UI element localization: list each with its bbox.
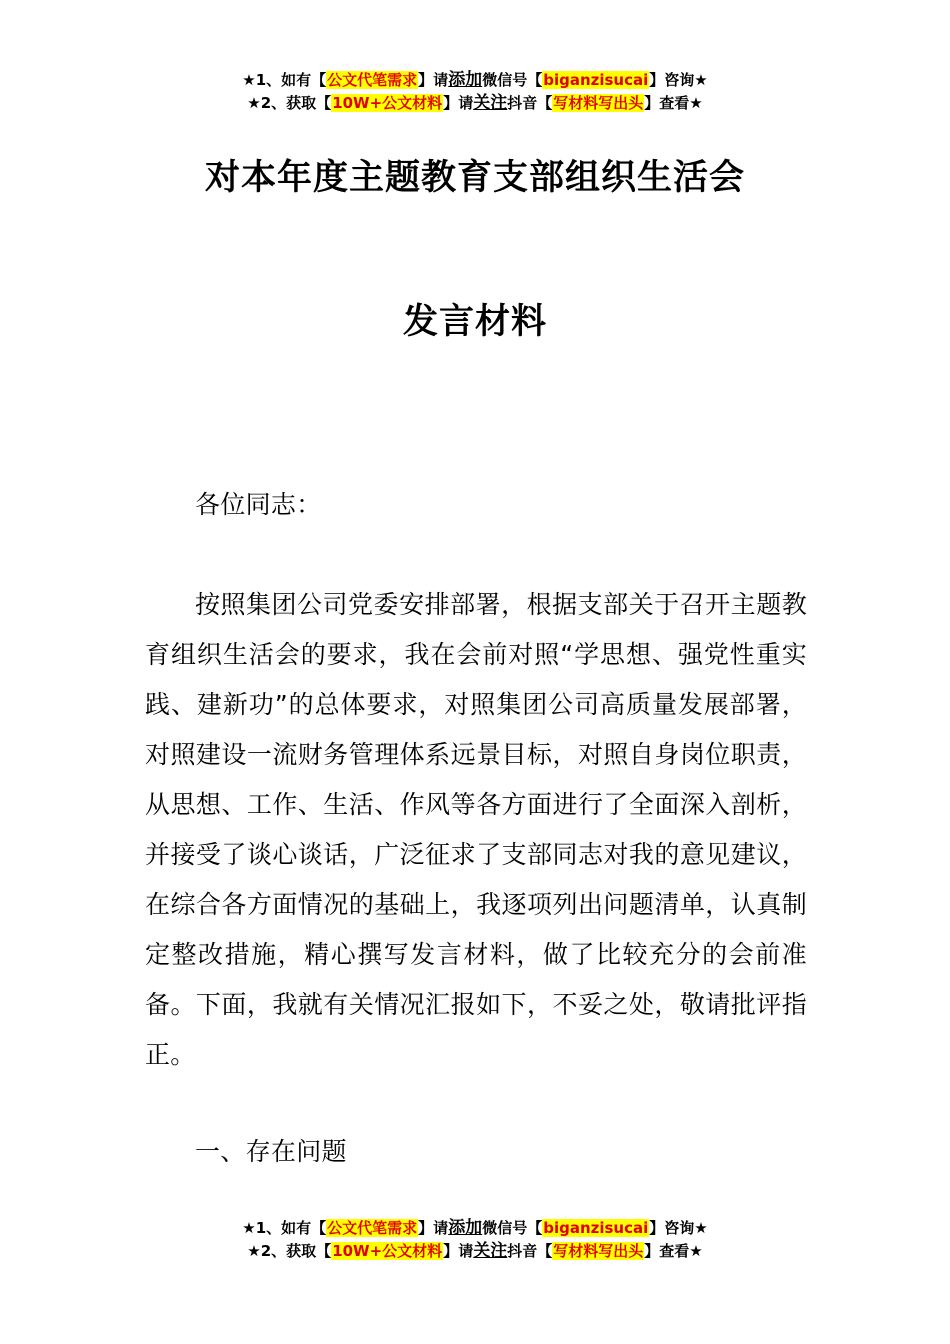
banner-text: 】请 bbox=[418, 71, 449, 89]
banner-highlight: 公文代笔需求 bbox=[327, 1219, 418, 1237]
banner-text: 抖音【 bbox=[507, 1242, 553, 1260]
greeting: 各位同志： bbox=[195, 490, 322, 519]
banner-text: 微信号【 bbox=[482, 1219, 543, 1237]
footer-banner bbox=[0, 1217, 950, 1263]
banner-emphasis: 添加 bbox=[448, 1218, 483, 1238]
banner-text: 】咨询★ bbox=[649, 71, 708, 89]
banner-text: 抖音【 bbox=[507, 94, 553, 112]
banner-emphasis: 关注 bbox=[473, 1241, 508, 1261]
banner-highlight: biganzisucai bbox=[543, 1219, 649, 1237]
banner-highlight: 写材料写出头 bbox=[553, 1242, 644, 1260]
banner-line-2 bbox=[0, 92, 950, 115]
banner-text: 】查看★ bbox=[644, 1242, 703, 1260]
banner-text: ★2、获取【 bbox=[247, 94, 332, 112]
banner-highlight: 10W+公文材料 bbox=[332, 94, 443, 112]
banner-highlight: 公文代笔需求 bbox=[327, 71, 418, 89]
body-paragraph: 按照集团公司党委安排部署，根据支部关于召开主题教育组织生活会的要求，我在会前对照“学思想、强党性重实践、建新功”的总体要求，对照集团公司高质量发展部署，对照建设一流财务管理体系远景目标，对照自身岗位职责，从思想、工作、生活、作风等各方面进行了全面深入剖析，并接受了谈心谈话，广泛征求了支部同志对我的意见建议，在综合各方面情况的基础上，我逐项列出问题清单，认真制定整改措施，精心撰写发言材料，做了比较充分的会前准备。下面，我就有关情况汇报如下，不妥之处，敬请批评指正。 bbox=[145, 590, 807, 1069]
banner-line-1 bbox=[0, 1217, 950, 1240]
banner-highlight: biganzisucai bbox=[543, 71, 649, 89]
banner-text: 】请 bbox=[443, 1242, 474, 1260]
banner-emphasis: 关注 bbox=[473, 93, 508, 113]
banner-highlight: 写材料写出头 bbox=[553, 94, 644, 112]
header-banner bbox=[0, 69, 950, 115]
banner-line-1 bbox=[0, 69, 950, 92]
banner-text: 】请 bbox=[418, 1219, 449, 1237]
document-title-line-1: 对本年度主题教育支部组织生活会 bbox=[204, 158, 745, 198]
banner-line-2 bbox=[0, 1240, 950, 1263]
banner-text: 】请 bbox=[443, 94, 474, 112]
document-title-line-2: 发言材料 bbox=[402, 302, 547, 342]
banner-text: 】查看★ bbox=[644, 94, 703, 112]
banner-highlight: 10W+公文材料 bbox=[332, 1242, 443, 1260]
banner-text: ★1、如有【 bbox=[242, 71, 327, 89]
banner-emphasis: 添加 bbox=[448, 70, 483, 90]
section-heading: 一、存在问题 bbox=[195, 1137, 347, 1166]
banner-text: 微信号【 bbox=[482, 71, 543, 89]
banner-text: ★2、获取【 bbox=[247, 1242, 332, 1260]
banner-text: 】咨询★ bbox=[649, 1219, 708, 1237]
banner-text: ★1、如有【 bbox=[242, 1219, 327, 1237]
